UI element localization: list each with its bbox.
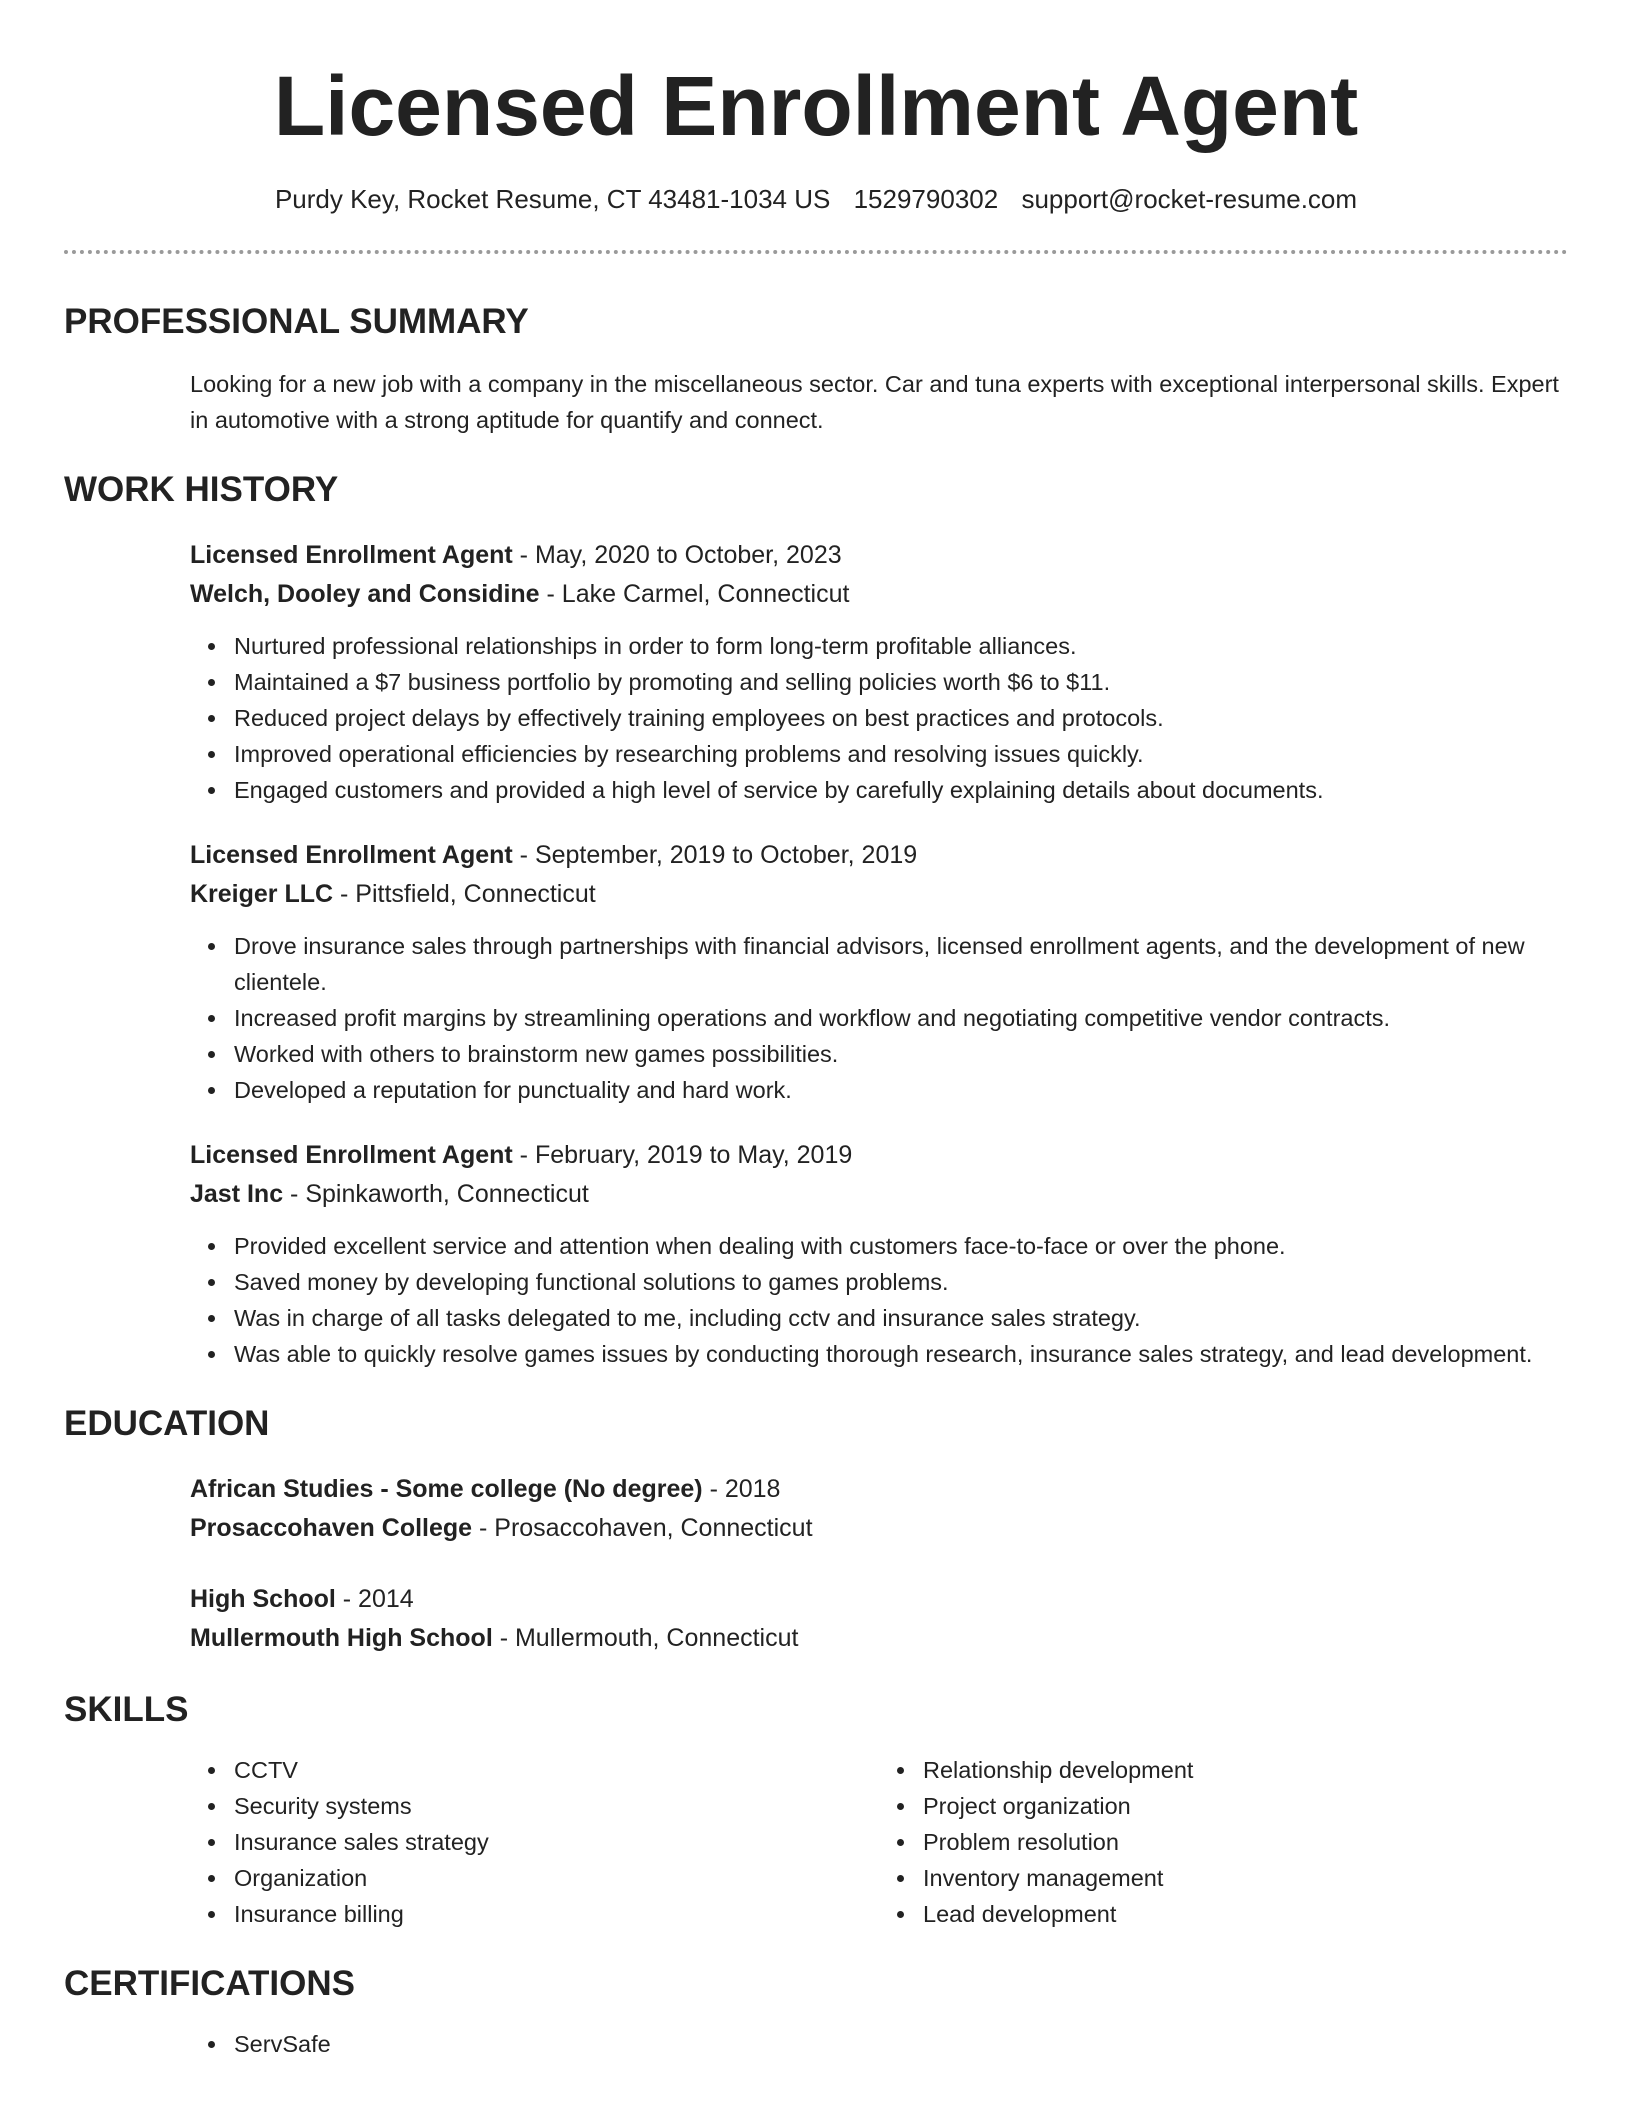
resume-header (0, 0, 1632, 216)
education-entry (190, 1470, 1568, 1548)
list-item: Worked with others to brainstorm new games possibilities. (190, 1036, 1568, 1072)
list-item: Inventory management (879, 1860, 1568, 1896)
list-item: Was able to quickly resolve games issues by conducting thorough research, insurance sales strategy, and lead development. (190, 1336, 1568, 1372)
list-item: Organization (190, 1860, 879, 1896)
education-list (64, 1470, 1568, 1658)
summary-text: Looking for a new job with a company in the miscellaneous sector. Car and tuna experts with exceptional interpersonal skills. Expert in automotive with a strong aptitude for quantify and connect. (190, 371, 1559, 433)
education-degree: African Studies - Some college (No degree) (190, 1475, 703, 1503)
list-item: Improved operational efficiencies by researching problems and resolving issues quickly. (190, 736, 1568, 772)
job-bullets (190, 1228, 1568, 1372)
job-dates: - September, 2019 to October, 2019 (512, 841, 918, 869)
job-entry (190, 536, 1568, 808)
list-item: Lead development (879, 1896, 1568, 1932)
job-role: Licensed Enrollment Agent (190, 1141, 513, 1169)
education-location: - Prosaccohaven, Connecticut (472, 1514, 813, 1542)
list-item: Was in charge of all tasks delegated to me, including cctv and insurance sales strategy. (190, 1300, 1568, 1336)
certifications-list (190, 2026, 1568, 2062)
contact-line (0, 182, 1632, 216)
list-item: Problem resolution (879, 1824, 1568, 1860)
list-item: Relationship development (879, 1752, 1568, 1788)
section-title-education: EDUCATION (64, 1404, 270, 1443)
list-item: Project organization (879, 1788, 1568, 1824)
list-item: Saved money by developing functional solutions to games problems. (190, 1264, 1568, 1300)
list-item: Developed a reputation for punctuality and hard work. (190, 1072, 1568, 1108)
skills-section (0, 1688, 1632, 1932)
job-role: Licensed Enrollment Agent (190, 541, 513, 569)
list-item: Security systems (190, 1788, 879, 1824)
skills-right-list (879, 1752, 1568, 1932)
education-year: - 2014 (335, 1585, 414, 1613)
list-item: Nurtured professional relationships in order to form long-term profitable alliances. (190, 628, 1568, 664)
candidate-name: Licensed Enrollment Agent (273, 59, 1359, 153)
certifications-section (0, 1962, 1632, 2062)
job-location: - Pittsfield, Connecticut (333, 880, 596, 908)
job-role: Licensed Enrollment Agent (190, 841, 513, 869)
summary-section (0, 300, 1632, 438)
skills-left-list (190, 1752, 879, 1932)
education-section (0, 1402, 1632, 1658)
job-dates: - February, 2019 to May, 2019 (512, 1141, 853, 1169)
section-title-work-history: WORK HISTORY (64, 470, 339, 509)
job-bullets (190, 928, 1568, 1108)
list-item: Insurance sales strategy (190, 1824, 879, 1860)
list-item: Drove insurance sales through partnerships with financial advisors, licensed enrollment agents, and the development of new clientele. (190, 928, 1568, 1000)
skills-columns (190, 1752, 1568, 1932)
education-school: Prosaccohaven College (190, 1514, 473, 1542)
section-title-skills: SKILLS (64, 1690, 189, 1729)
education-degree: High School (190, 1585, 336, 1613)
list-item: Increased profit margins by streamlining operations and workflow and negotiating competitive vendor contracts. (190, 1000, 1568, 1036)
list-item: Provided excellent service and attention when dealing with customers face-to-face or over the phone. (190, 1228, 1568, 1264)
work-history-section (0, 468, 1632, 1372)
job-entry (190, 1136, 1568, 1372)
list-item: Engaged customers and provided a high level of service by carefully explaining details about documents. (190, 772, 1568, 808)
list-item: Insurance billing (190, 1896, 879, 1932)
job-company: Kreiger LLC (190, 880, 334, 908)
header-divider (64, 250, 1568, 254)
job-location: - Lake Carmel, Connecticut (539, 580, 850, 608)
education-year: - 2018 (702, 1475, 781, 1503)
education-location: - Mullermouth, Connecticut (492, 1624, 799, 1652)
contact-phone: 1529790302 (853, 184, 999, 214)
section-title-certifications: CERTIFICATIONS (64, 1964, 356, 2003)
job-list (64, 536, 1568, 1372)
job-dates: - May, 2020 to October, 2023 (512, 541, 842, 569)
list-item: Maintained a $7 business portfolio by promoting and selling policies worth $6 to $11. (190, 664, 1568, 700)
section-title-summary: PROFESSIONAL SUMMARY (64, 302, 529, 341)
list-item: ServSafe (190, 2026, 1568, 2062)
job-location: - Spinkaworth, Connecticut (283, 1180, 589, 1208)
contact-email[interactable]: support@rocket-resume.com (1021, 184, 1358, 214)
job-company: Jast Inc (190, 1180, 284, 1208)
job-bullets (190, 628, 1568, 808)
list-item: Reduced project delays by effectively training employees on best practices and protocols. (190, 700, 1568, 736)
job-entry (190, 836, 1568, 1108)
job-company: Welch, Dooley and Considine (190, 580, 540, 608)
contact-address: Purdy Key, Rocket Resume, CT 43481-1034 US (274, 184, 831, 214)
list-item: CCTV (190, 1752, 879, 1788)
education-school: Mullermouth High School (190, 1624, 493, 1652)
education-entry (190, 1580, 1568, 1658)
